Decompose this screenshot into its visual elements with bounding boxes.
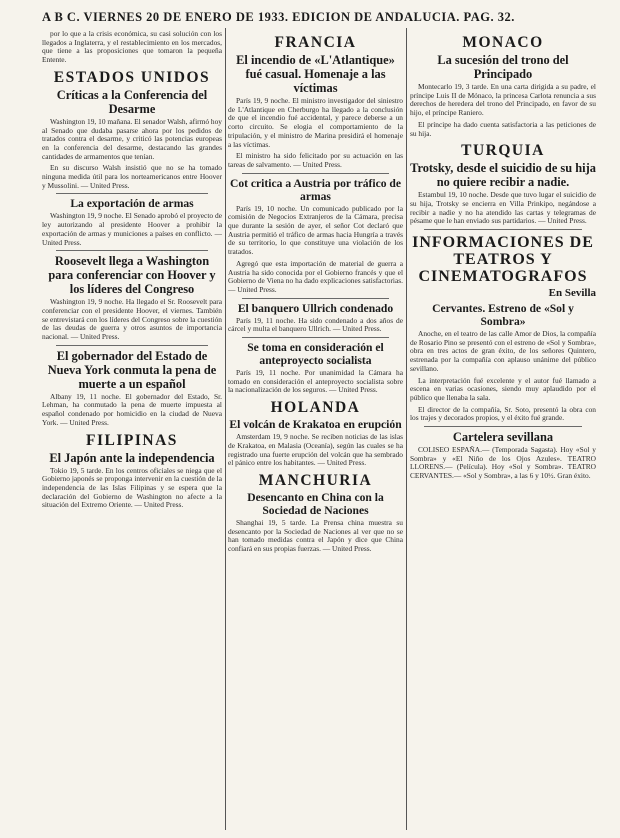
article-headline: El volcán de Krakatoa en erupción [229,418,402,432]
article-headline: Críticas a la Conferencia del Desarme [56,87,208,116]
article-headline: La sucesión del trono del Principado [437,53,569,81]
column-rule [406,28,407,830]
article-body: Montecarlo 19, 3 tarde. En una carta dirigida a su padre, el príncipe Luis II de Mónaco, la princesa Carlota renuncia a sus derechos de heredera del trono del Principado, en favor de su hijo, el príncipe Raniero. [410,82,596,118]
article-body: Estambul 19, 10 noche. Desde que tuvo lugar el suicidio de su hija, Trotsky se encierra en Villa Prinkipo, negándose a recibir a nadie y no ha atendido las cartas y telegramas de pésame que le han enviado sus partidarios. — United Press. [410,190,596,226]
section-heading: TURQUIA [461,142,545,160]
subsection-heading: En Sevilla [548,287,596,300]
section-heading: INFORMACIONES DE TEATROS Y CINEMATOGRAFOS [412,234,594,286]
article-body: París 19, 11 noche. Ha sido condenado a dos años de cárcel y multa el banquero Ullrich. — United Press. [228,315,403,334]
divider [56,345,208,346]
article-headline: Cartelera sevillana [452,430,554,445]
divider [242,337,389,338]
section-heading: ESTADOS UNIDOS [53,68,211,86]
article-body: En su discurso Walsh insistió que no se ha tomado ninguna medida útil para los norteamericanos entre Hoover y Mussolini. — United Press. [42,163,222,190]
article-headline: Roosevelt llega a Washington para conferenciar con Hoover y los líderes del Congreso [48,254,216,297]
section-heading: FRANCIA [274,34,357,51]
article-body: Anoche, en el teatro de las calle Amor de Dios, la compañía de Rosario Pino se presentó con el estreno de «Sol y Sombra», obra en tres actos de gran éxito, de los señores Quintero, estrenada por la compañía con aplauso unánime del público sevillano. [410,329,596,373]
article-body: París 19, 9 noche. El ministro investigador del siniestro de L'Atlantique en Cherburgo ha llegado a la conclusión de que el incendio fué accidental, y parece deberse a un corto circuito. Se elogia el comportamiento de la tripulación, y el ministro de Marina presidirá el homenaje a las víctimas. [228,96,403,149]
article-body: El ministro ha sido felicitado por su actuación en las tareas de salvamento. — United Press. [228,151,403,169]
article-headline: El Japón ante la independencia [49,450,215,465]
section-heading: FILIPINAS [86,431,178,449]
divider [242,298,389,299]
article-body: Shanghai 19, 5 tarde. La Prensa china muestra su desencanto por la Sociedad de Naciones al ver que no se han tomado medidas contra el Japón y dice que China confiará en sus propias fuerzas. — United Press. [228,517,403,554]
article-body: Washington 19, 9 noche. El Senado aprobó el proyecto de ley autorizando al presidente Hoover a prohibir la exportación de armas y municiones a países en conflicto. — United Press. [42,211,222,247]
divider [424,229,582,230]
section-heading: MONACO [462,34,544,51]
column-2 [228,30,403,832]
article-body: Washington 19, 9 noche. Ha llegado el Sr. Roosevelt para conferenciar con el presidente Hoover, el viernes. También se entrevistará con los líderes del Congreso sobre la cuestión de las deudas de guerra y otros asuntos de importancia nacional. — United Press. [42,297,222,342]
article-headline: Cot critica a Austria por tráfico de armas [229,176,402,203]
article-body: Washington 19, 10 mañana. El senador Walsh, afirmó hoy al Senado que dudaba pasarse ahora por los pedidos de tratados contra el desarme, y criticó las potencias europeas en la conferencia del desarme, destacando las grandes cantidades de armamentos que tenían. [42,116,222,161]
article-body: El príncipe ha dado cuenta satisfactoria a las peticiones de su hija. [410,119,596,138]
masthead: A B C. VIERNES 20 DE ENERO DE 1933. EDICION DE ANDALUCIA. PAG. 32. [42,10,515,24]
article-body: París 19, 10 noche. Un comunicado publicado por la comisión de Negocios Extranjeros de la Cámara, precisa que durante la sesión de ayer, el señor Cot declaró que Austria permitió el tráfico de armas hacia Hungría a través de su territorio, lo que constituye una violación de los tratados. [228,203,403,257]
column-rule [225,28,226,830]
divider [242,173,389,174]
section-heading: HOLANDA [270,399,361,417]
article-body: COLISEO ESPAÑA.— (Temporada Sagasta). Hoy «Sol y Sombra» y «El Niño de los Ojos Azules». TEATRO LLORENS.— (Película). Hoy «Sol y Sombra». TEATRO CERVANTES.— «Sol y Sombra», a las 6 y 10½. Gran éxito. [410,445,596,481]
article-body: Agregó que esta importación de material de guerra a Austria ha sido conocida por el Gobierno francés y que el Gobierno de Viena no ha dado explicaciones satisfactorias. — United Press. [228,258,403,294]
divider [424,426,582,427]
article-headline: Se toma en consideración el anteproyecto socialista [247,341,384,368]
article-headline: El gobernador del Estado de Nueva York conmuta la pena de muerte a un español [47,348,217,391]
article-headline: Cervantes. Estreno de «Sol y Sombra» [432,302,574,329]
article-body: El director de la compañía, Sr. Soto, presentó la obra con los trajes y decorados propios, y el éxito fué grande. [410,404,596,423]
article-body: La interpretación fué excelente y el autor fué llamado a escena en varias ocasiones, siendo muy aplaudido por el público que llenaba la sala. [410,375,596,402]
article-headline: Desencanto en China con la Sociedad de Naciones [247,490,384,517]
article-headline: La exportación de armas [70,197,194,211]
article-headline: El banquero Ullrich condenado [237,301,394,315]
article-body: Amsterdam 19, 9 noche. Se reciben noticias de las islas de Krakatoa, en Malasia (Oceanía), según las cuales se ha registrado una fuerte erupción del volcán que ha sembrado el pánico entre los habitantes. — United Press. [228,432,403,468]
section-heading: MANCHURIA [258,471,373,489]
article-body: Albany 19, 11 noche. El gobernador del Estado, Sr. Lehman, ha conmutado la pena de muerte impuesta al español condenado por homicidio en la ciudad de Nueva York. — United Press. [42,391,222,427]
divider [56,193,208,194]
article-body: París 19, 11 noche. Por unanimidad la Cámara ha tomado en consideración el anteproyecto socialista sobre la nacionalización de los seguros. — United Press. [228,368,403,395]
article-headline: El incendio de «L'Atlantique» fué casual. Homenaje a las víctimas [236,53,395,95]
column-1 [42,30,222,832]
article-headline: Trotsky, desde el suicidio de su hija no quiere recibir a nadie. [410,161,596,190]
column-3 [410,30,596,832]
article-body: por lo que a la crisis económica, su casi solución con los llegados a Inglaterra, y el restablecimiento en los mercados, que tiene a las proposiciones que tomaron la pequeña Entente. [42,30,222,65]
article-body: Tokio 19, 5 tarde. En los centros oficiales se niega que el Gobierno japonés se proponga intervenir en la cuestión de la independencia de las Islas Filipinas y se espera que la declaración del Gobierno de Washington no afecte a la situación del Extremo Oriente. — United Press. [42,465,222,510]
divider [56,250,208,251]
